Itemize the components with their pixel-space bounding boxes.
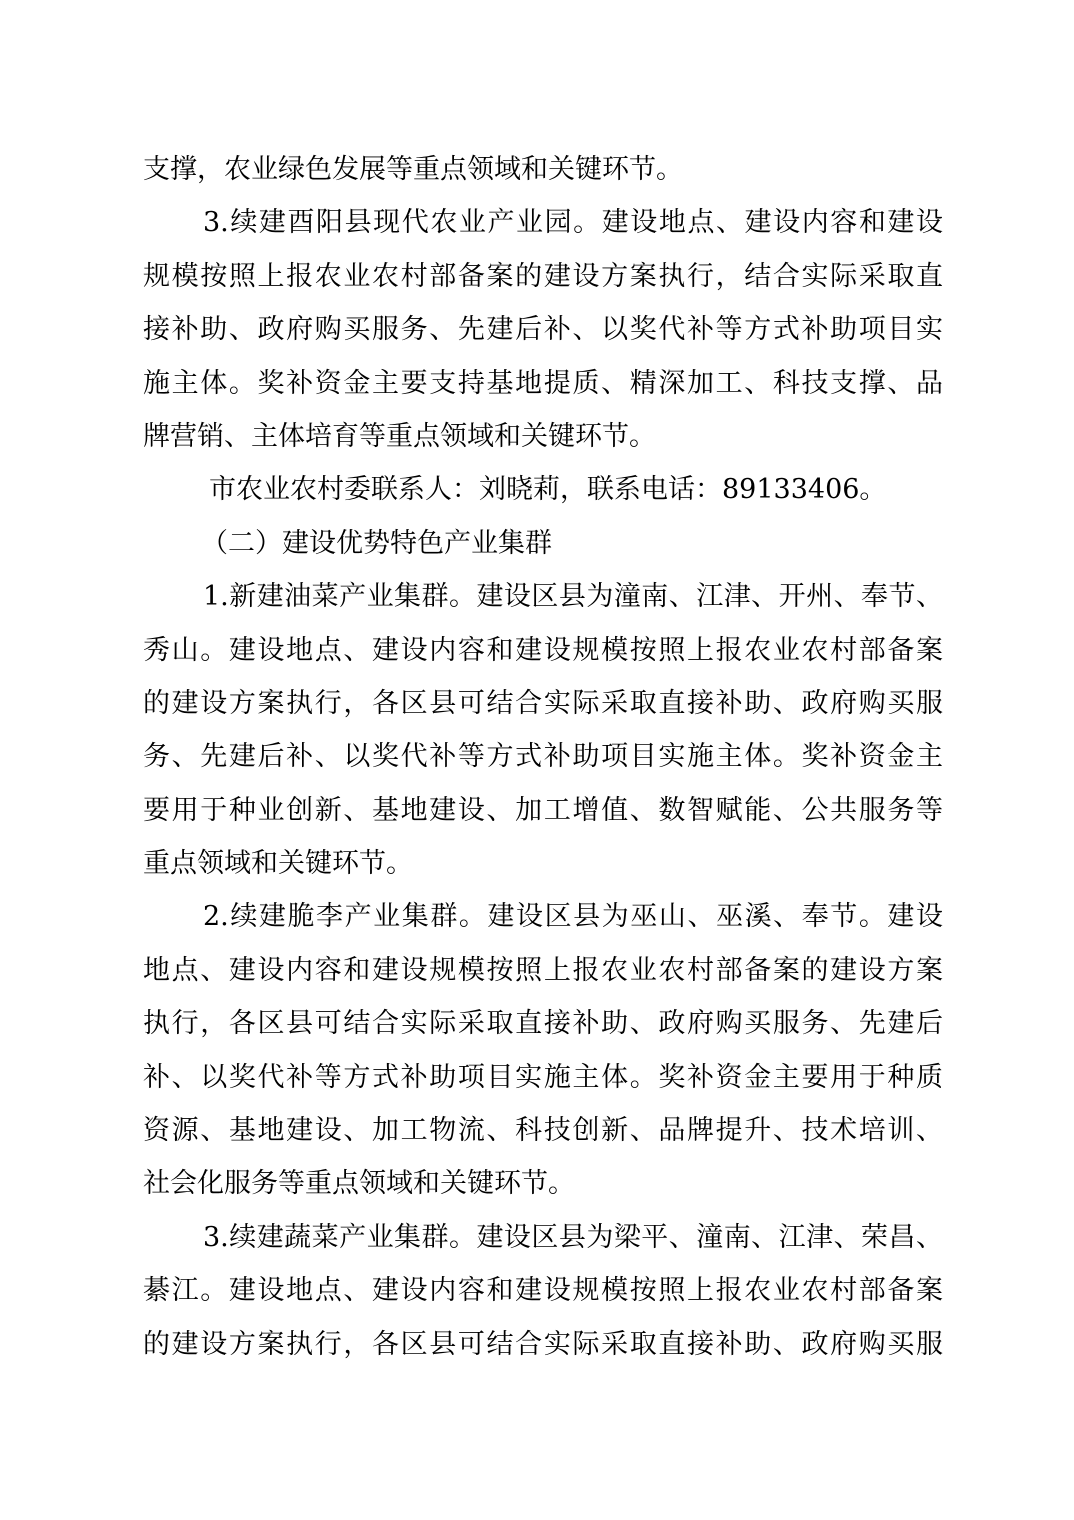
text-line: 接补助、政府购买服务、先建后补、以奖代补等方式补助项目实 xyxy=(143,314,943,346)
text-line: 地点、建设内容和建设规模按照上报农业农村部备案的建设方案 xyxy=(143,954,943,986)
text-line: 补、以奖代补等方式补助项目实施主体。奖补资金主要用于种质 xyxy=(143,1061,943,1093)
paragraph-first-line: 1.新建油菜产业集群。建设区县为潼南、江津、开州、奉节、 xyxy=(203,581,943,613)
text-line: 牌营销、主体培育等重点领域和关键环节。 xyxy=(143,420,656,452)
text-line: 重点领域和关键环节。 xyxy=(143,848,413,880)
text-line: 要用于种业创新、基地建设、加工增值、数智赋能、公共服务等 xyxy=(143,794,943,826)
text-line: 资源、基地建设、加工物流、科技创新、品牌提升、技术培训、 xyxy=(143,1115,943,1147)
text-line: 规模按照上报农业农村部备案的建设方案执行，结合实际采取直 xyxy=(143,260,943,292)
paragraph-first-line: 2.续建脆李产业集群。建设区县为巫山、巫溪、奉节。建设 xyxy=(203,901,943,933)
text-line: 施主体。奖补资金主要支持基地提质、精深加工、科技支撑、品 xyxy=(143,367,943,399)
text-line: 的建设方案执行，各区县可结合实际采取直接补助、政府购买服 xyxy=(143,1328,943,1360)
contact-line: 市农业农村委联系人：刘晓莉，联系电话：89133406。 xyxy=(209,474,887,506)
text-line: 秀山。建设地点、建设内容和建设规模按照上报农业农村部备案 xyxy=(143,634,943,666)
document-body xyxy=(143,143,943,1371)
text-line: 社会化服务等重点领域和关键环节。 xyxy=(143,1168,575,1200)
text-line: 綦江。建设地点、建设内容和建设规模按照上报农业农村部备案 xyxy=(143,1275,943,1307)
section-heading: （二）建设优势特色产业集群 xyxy=(201,527,552,559)
text-line: 的建设方案执行，各区县可结合实际采取直接补助、政府购买服 xyxy=(143,687,943,719)
text-line: 务、先建后补、以奖代补等方式补助项目实施主体。奖补资金主 xyxy=(143,741,943,773)
paragraph-first-line: 3.续建酉阳县现代农业产业园。建设地点、建设内容和建设 xyxy=(203,207,943,239)
paragraph-first-line: 3.续建蔬菜产业集群。建设区县为梁平、潼南、江津、荣昌、 xyxy=(203,1221,943,1253)
text-line: 执行，各区县可结合实际采取直接补助、政府购买服务、先建后 xyxy=(143,1008,943,1040)
text-line: 支撑，农业绿色发展等重点领域和关键环节。 xyxy=(143,154,683,185)
